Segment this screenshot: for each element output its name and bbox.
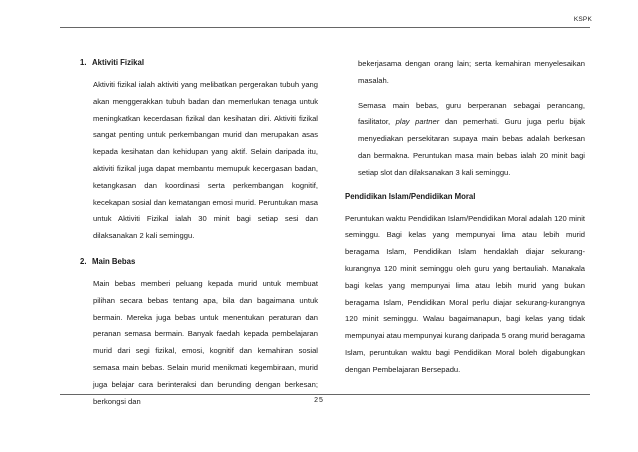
left-column [80, 56, 318, 410]
section-number: 1. [80, 58, 87, 67]
section-aktiviti-fizikal-heading [80, 56, 318, 69]
pendidikan-islam-moral-paragraph: Peruntukan waktu Pendidikan Islam/Pendidikan Moral adalah 120 minit seminggu. Bagi kelas yang mempunyai lima atau lebih murid beragama Islam, Pendidikan Islam hendaklah diajar sekurang-kurangnya 120 minit seminggu oleh guru yang bertauliah. Manakala bagi kelas yang mempunyai lima atau lebih murid yang bukan beragama Islam, Pendidikan Moral perlu diajar sekurang-kurangnya 120 minit seminggu. Walau bagaimanapun, bagi kelas yang tidak mempunyai atau mempunyai kurang daripada 5 orang murid beragama Islam, peruntukan waktu bagi Pendidikan Moral boleh digabungkan dengan Pembelajaran Bersepadu. [345, 213, 585, 374]
section-title: Main Bebas [92, 256, 136, 266]
right-column [345, 56, 585, 379]
section-pendidikan-islam-moral-heading: Pendidikan Islam/Pendidikan Moral [345, 191, 476, 201]
aktiviti-fizikal-paragraph: Aktiviti fizikal ialah aktiviti yang melibatkan pergerakan tubuh yang akan menggerakkan tubuh badan dan memerlukan tenaga untuk meningkatkan kecerdasan fizikal dan kesihatan diri. Aktiviti fizikal sangat penting untuk perkembangan murid dan merupakan asas kepada kesihatan dan kehidupan yang aktif. Selain daripada itu, aktiviti fizikal juga dapat membantu memupuk kecergasan badan, ketangkasan dan koordinasi serta perkembangan kognitif, kecekapan sosial dan kematangan emosi murid. Peruntukan masa untuk Aktiviti Fizikal ialah 30 minit bagi setiap sesi dan dilaksanakan 2 kali seminggu. [93, 80, 318, 241]
page-number: 25 [314, 397, 324, 404]
main-bebas-paragraph: Main bebas memberi peluang kepada murid untuk membuat pilihan secara bebas tentang apa, bila dan bagaimana untuk bermain. Mereka juga bebas untuk menentukan peraturan dan peranan semasa bermain. Banyak faedah kepada pembelajaran murid dari segi fizikal, emosi, kognitif dan kemahiran sosial semasa main bebas. Selain murid menikmati kegembiraan, murid juga belajar cara berinteraksi dan berunding dengan berkesan; berkongsi dan [93, 278, 318, 406]
section-title: Aktiviti Fizikal [92, 58, 144, 67]
section-number: 2. [80, 256, 87, 266]
play-partner-term: play partner [395, 117, 440, 127]
header-rule [60, 27, 590, 28]
footer-rule [60, 394, 590, 395]
role-text-end: dan pemerhati. Guru juga perlu bijak menyediakan persekitaran supaya main bebas adalah berkesan dan bermakna. Peruntukan masa main bebas ialah 20 minit bagi setiap slot dan dilaksanakan 3 kali seminggu. [358, 117, 585, 177]
main-bebas-continuation: bekerjasama dengan orang lain; serta kemahiran menyelesaikan masalah. [358, 59, 585, 85]
role-text-start: Semasa main bebas, guru berperanan sebagai perancang, fasilitator, [358, 100, 585, 127]
header-tag: KSPK [573, 16, 592, 23]
section-main-bebas-heading [80, 255, 318, 268]
main-bebas-role-paragraph [345, 98, 585, 182]
